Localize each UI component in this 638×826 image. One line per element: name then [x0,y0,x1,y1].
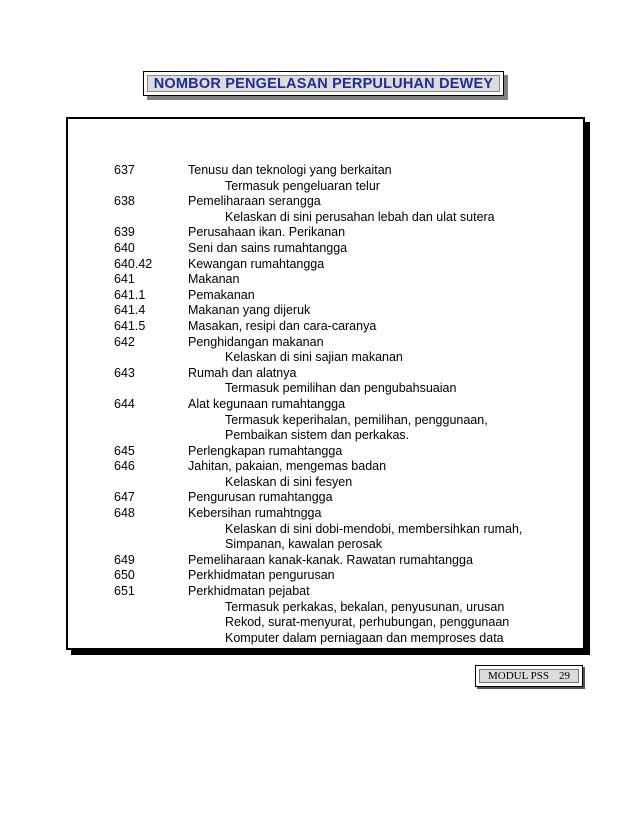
classification-list [114,163,573,646]
title-box [143,71,504,96]
page-number: 29 [559,670,571,682]
entry-row [114,506,573,522]
entry-row [114,397,573,413]
class-note: Komputer dalam perniagaan dan memproses data [225,630,504,645]
class-description: Kewangan rumahtangga [188,256,325,271]
class-note: Pembaikan sistem dan perkakas. [225,428,410,443]
entry-row [114,490,573,506]
entry-row [114,272,573,288]
entry-row [114,444,573,460]
entry-note-row [114,210,573,226]
class-number: 649 [114,552,135,567]
entry-row [114,335,573,351]
footer-label [479,669,579,683]
class-description: Seni dan sains rumahtangga [188,240,348,255]
entry-note-row [114,381,573,397]
module-name: MODUL PSS [487,670,550,682]
entry-row [114,163,573,179]
entry-note-row [114,475,573,491]
class-number: 642 [114,334,135,349]
classification-box [66,117,585,650]
class-number: 637 [114,163,135,177]
class-number: 644 [114,396,135,411]
entry-row [114,553,573,569]
class-number: 641 [114,272,135,287]
class-number: 641.5 [114,318,146,333]
class-description: Perkhidmatan pengurusan [188,568,335,583]
class-note: Kelaskan di sini perusahan lebah dan ulat sutera [225,209,495,224]
class-number: 639 [114,225,135,240]
footer-box [475,665,583,687]
class-note: Termasuk keperihalan, pemilihan, penggunaan, [225,412,488,427]
title-inner [147,75,500,92]
entry-row [114,225,573,241]
entry-row [114,319,573,335]
entry-note-row [114,522,573,538]
class-description: Kebersihan rumahtngga [188,506,322,521]
class-description: Perusahaan ikan. Perikanan [188,225,346,240]
class-description: Pemakanan [188,287,255,302]
entry-note-row [114,350,573,366]
entry-note-row [114,631,573,647]
entry-row [114,303,573,319]
entry-note-row [114,600,573,616]
class-description: Rumah dan alatnya [188,365,297,380]
class-number: 638 [114,194,135,209]
class-number: 651 [114,584,135,599]
class-number: 641.4 [114,303,146,318]
class-number: 645 [114,443,135,458]
class-description: Jahitan, pakaian, mengemas badan [188,459,387,474]
class-description: Makanan [188,272,240,287]
class-note: Termasuk pengeluaran telur [225,178,380,193]
class-number: 640 [114,240,135,255]
class-description: Pengurusan rumahtangga [188,490,333,505]
class-description: Perkhidmatan pejabat [188,584,310,599]
class-number: 646 [114,459,135,474]
entry-note-row [114,615,573,631]
class-description: Penghidangan makanan [188,334,324,349]
class-note: Kelaskan di sini fesyen [225,474,353,489]
entry-note-row [114,179,573,195]
entry-note-row [114,537,573,553]
page-title: NOMBOR PENGELASAN PERPULUHAN DEWEY [153,75,494,92]
class-description: Makanan yang dijeruk [188,303,311,318]
class-description: Masakan, resipi dan cara-caranya [188,318,377,333]
class-description: Alat kegunaan rumahtangga [188,396,346,411]
class-number: 640.42 [114,256,153,271]
entry-row [114,459,573,475]
class-note: Kelaskan di sini sajian makanan [225,350,403,365]
entry-row [114,241,573,257]
class-number: 643 [114,365,135,380]
class-description: Tenusu dan teknologi yang berkaitan [188,163,392,177]
entry-row [114,584,573,600]
entry-row [114,194,573,210]
class-number: 641.1 [114,287,146,302]
class-number: 647 [114,490,135,505]
entry-row [114,568,573,584]
class-description: Perlengkapan rumahtangga [188,443,343,458]
class-number: 648 [114,506,135,521]
class-note: Termasuk perkakas, bekalan, penyusunan, urusan [225,599,505,614]
class-note: Termasuk pemilihan dan pengubahsuaian [225,381,457,396]
class-note: Simpanan, kawalan perosak [225,537,383,552]
entry-row [114,288,573,304]
class-description: Pemeliharaan kanak-kanak. Rawatan rumahtangga [188,552,473,567]
class-note: Kelaskan di sini dobi-mendobi, membersihkan rumah, [225,521,523,536]
entry-row [114,257,573,273]
class-description: Pemeliharaan serangga [188,194,321,209]
entry-note-row [114,428,573,444]
entry-note-row [114,413,573,429]
class-number: 650 [114,568,135,583]
entry-row [114,366,573,382]
class-note: Rekod, surat-menyurat, perhubungan, penggunaan [225,615,510,630]
